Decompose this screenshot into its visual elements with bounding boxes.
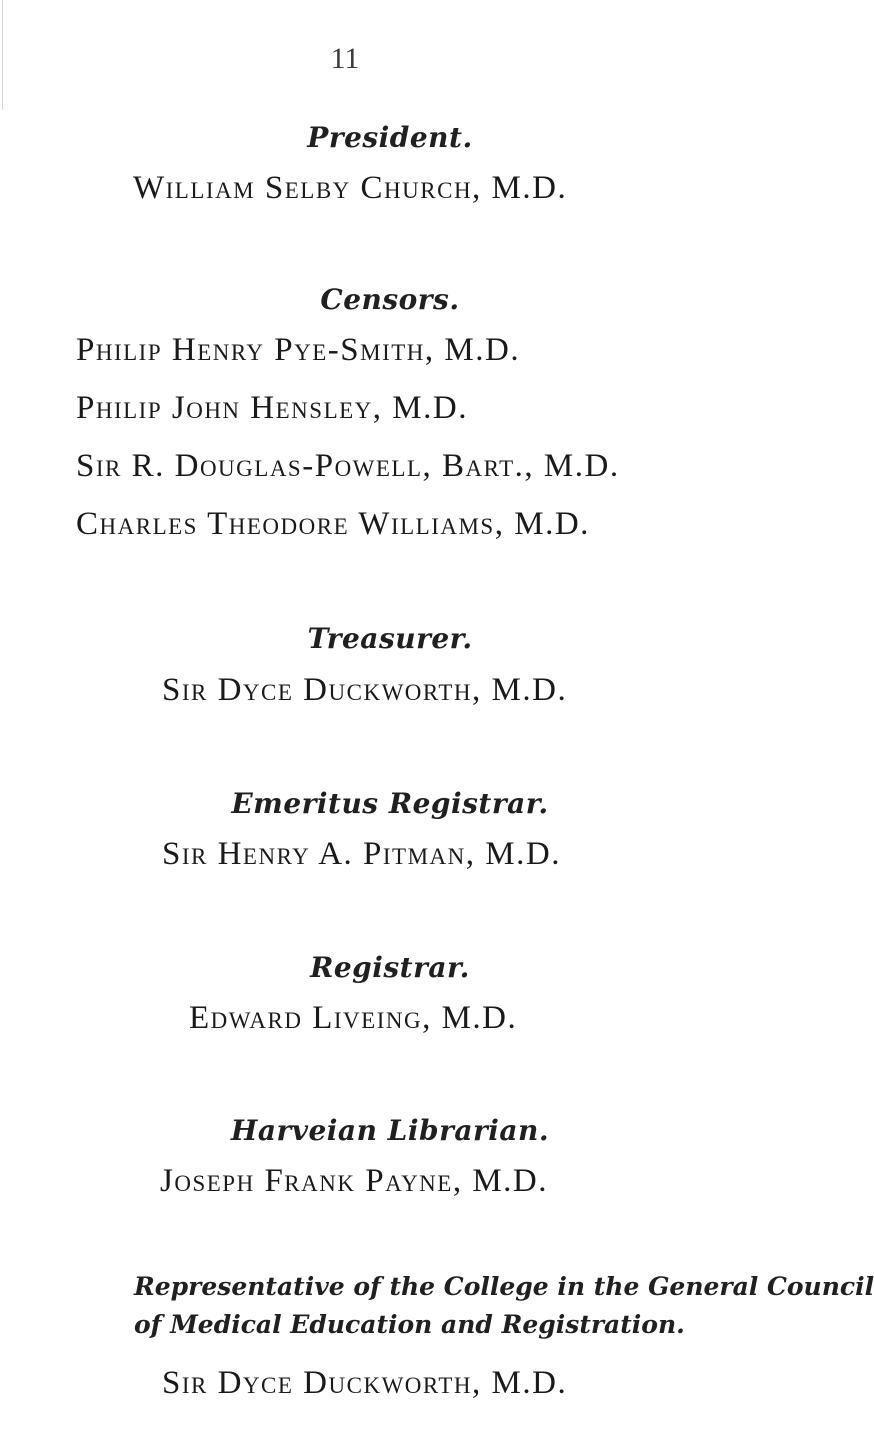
- president-heading: President.: [307, 121, 473, 154]
- president-name: William Selby Church, M.D.: [133, 170, 568, 206]
- representative-heading-line-2: of Medical Education and Registration.: [134, 1310, 685, 1339]
- registrar-name: Edward Liveing, M.D.: [189, 1000, 518, 1036]
- censors-heading: Censors.: [320, 283, 460, 316]
- censor-name-4: Charles Theodore Williams, M.D.: [76, 506, 590, 542]
- registrar-heading: Registrar.: [310, 951, 470, 984]
- treasurer-heading: Treasurer.: [307, 622, 473, 655]
- page-number: 11: [330, 42, 360, 75]
- treasurer-name: Sir Dyce Duckworth, M.D.: [162, 672, 568, 708]
- representative-heading-line-1: Representative of the College in the General Council: [134, 1272, 874, 1301]
- censor-name-3: Sir R. Douglas-Powell, Bart., M.D.: [76, 448, 620, 484]
- harveian-librarian-name: Joseph Frank Payne, M.D.: [160, 1163, 549, 1199]
- harveian-librarian-heading: Harveian Librarian.: [230, 1114, 550, 1147]
- censor-name-1: Philip Henry Pye-Smith, M.D.: [76, 332, 521, 368]
- emeritus-registrar-heading: Emeritus Registrar.: [231, 787, 549, 820]
- representative-heading: [134, 1268, 874, 1344]
- representative-name: Sir Dyce Duckworth, M.D.: [162, 1365, 568, 1401]
- emeritus-registrar-name: Sir Henry A. Pitman, M.D.: [162, 836, 561, 872]
- censor-name-2: Philip John Hensley, M.D.: [76, 390, 468, 426]
